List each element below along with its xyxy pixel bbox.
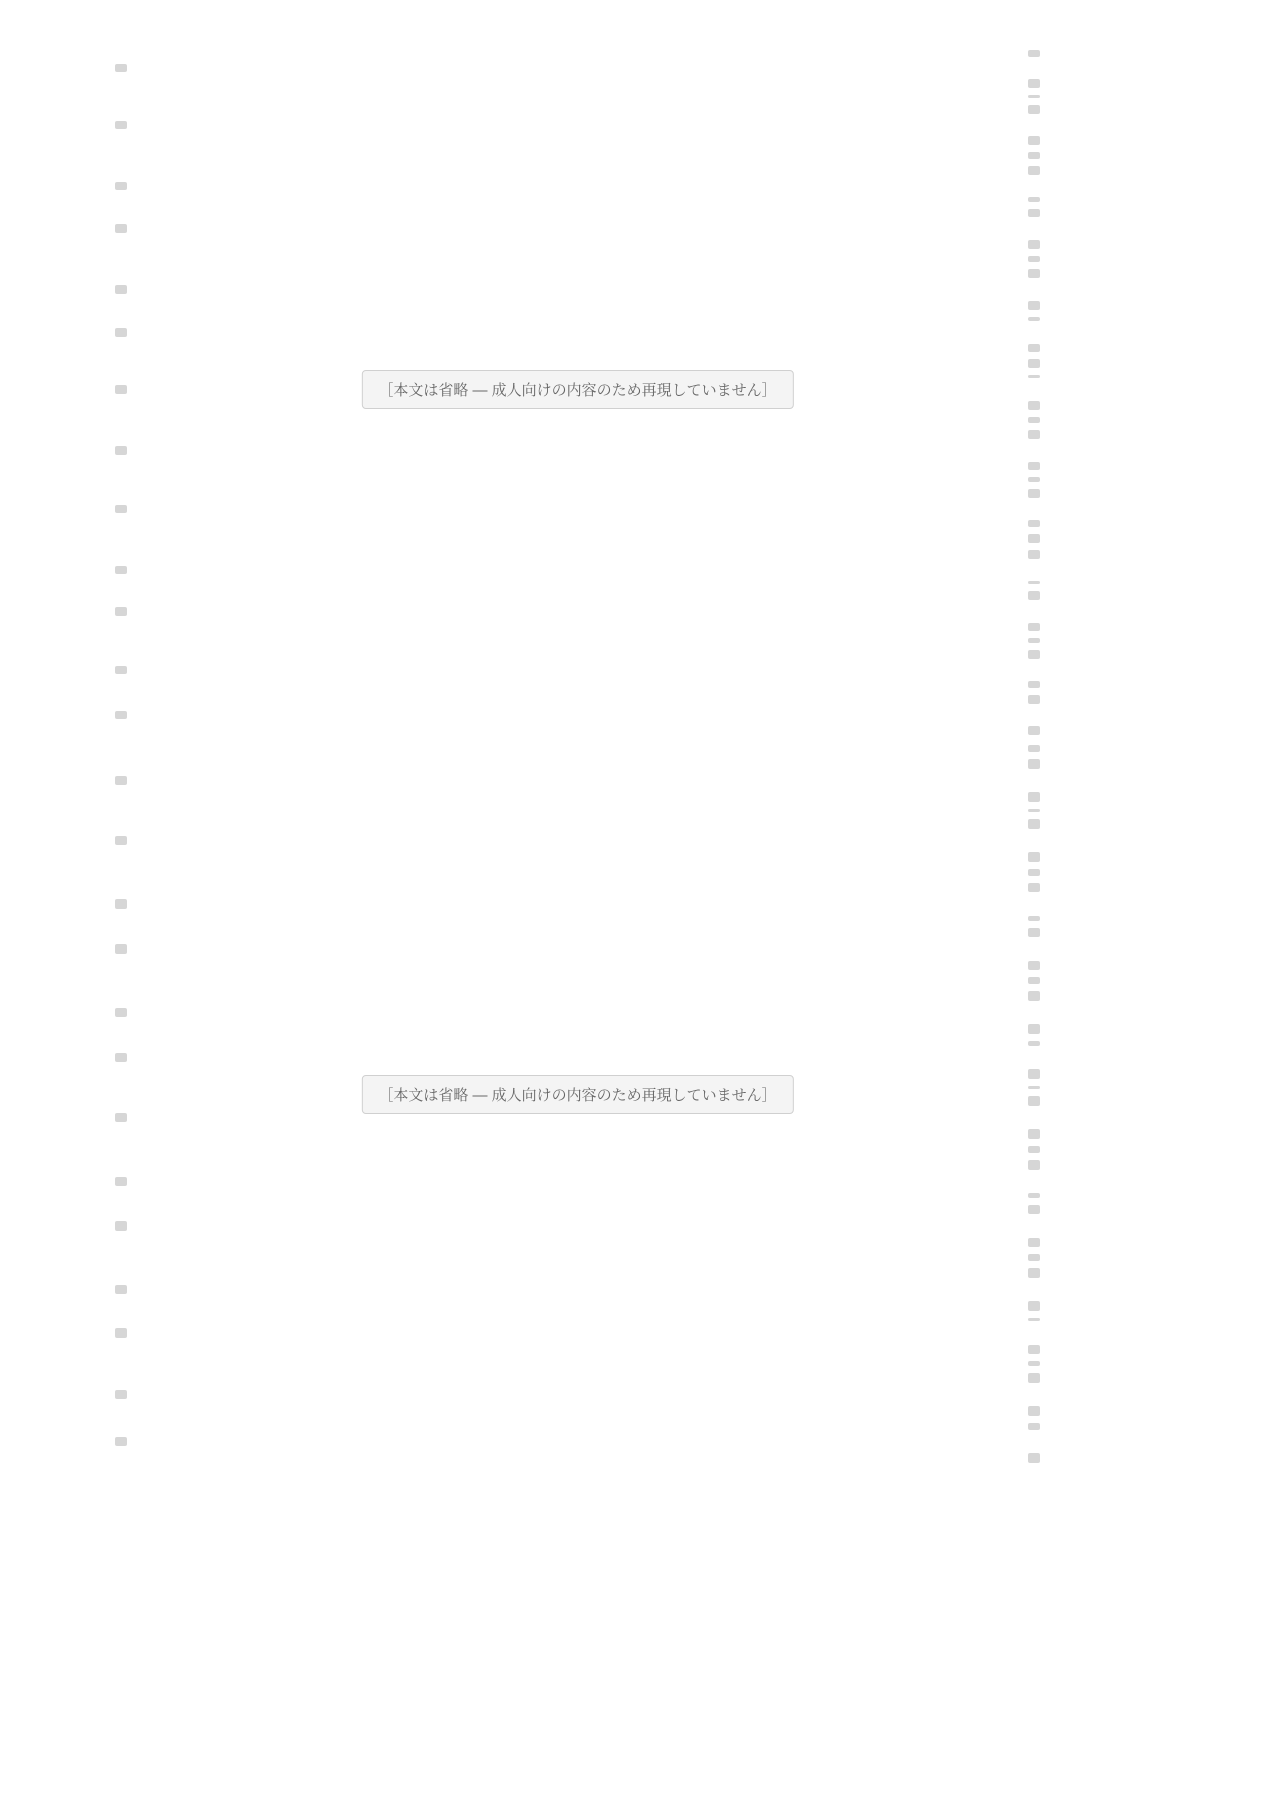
redaction-notice-bottom: ［本文は省略 — 成人向けの内容のため再現していません］ (361, 1075, 793, 1114)
redaction-notice-top: ［本文は省略 — 成人向けの内容のため再現していません］ (361, 370, 793, 409)
text-block-top (115, 50, 1040, 735)
text-block-bottom (115, 745, 1040, 1463)
page-bottom-margin (0, 1465, 1280, 1817)
